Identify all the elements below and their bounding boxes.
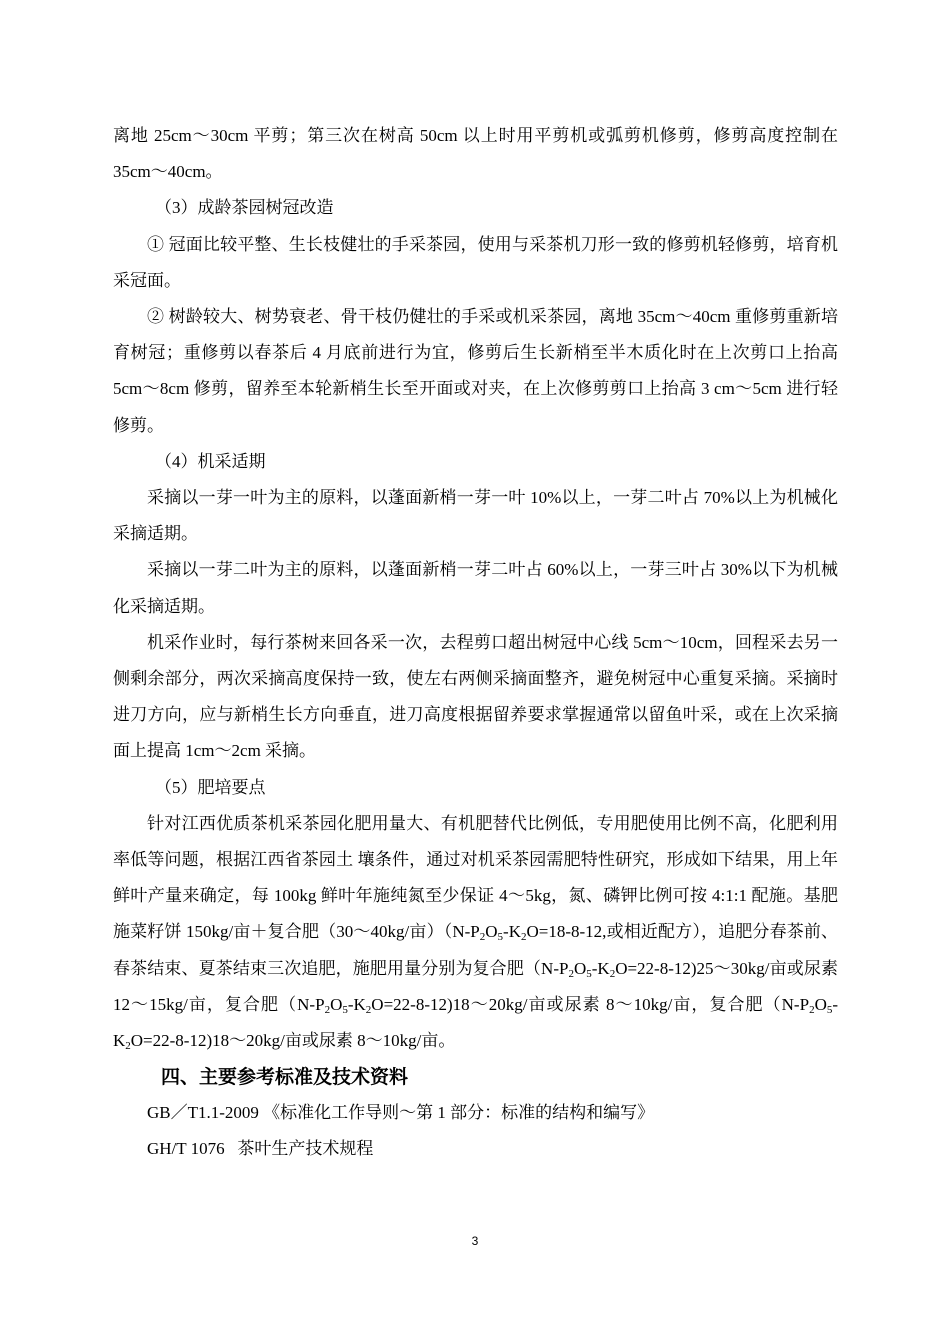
document-page [113, 118, 838, 1167]
paragraph-pruning-continuation: 离地 25cm～30cm 平剪；第三次在树高 50cm 以上时用平剪机或弧剪机修剪，修剪高度控制在 35cm～40cm。 [113, 126, 838, 182]
paragraph-heavy-pruning: ② 树龄较大、树势衰老、骨干枝仍健壮的手采或机采茶园，离地 35cm～40cm 重修剪重新培育树冠；重修剪以春茶后 4 月底前进行为宜，修剪后生长新梢至半木质化时在上次剪口上抬高 5cm～8cm 修剪，留养至本轮新梢生长至开面或对夹，在上次修剪剪口上抬高 3 cm～5cm 进行轻修剪。 [113, 307, 838, 435]
page-number: 3 [471, 1234, 479, 1248]
subheading-fertilization: （5）肥培要点 [155, 777, 266, 797]
reference-item: GB／T1.1-2009 《标准化工作导则～第 1 部分：标准的结构和编写》 [147, 1103, 655, 1123]
subheading-canopy-renovation: （3）成龄茶园树冠改造 [155, 198, 334, 218]
section-heading-references: 四、主要参考标准及技术资料 [161, 1066, 409, 1089]
paragraph-harvest-two-leaf: 采摘以一芽二叶为主的原料，以蓬面新梢一芽二叶占 60%以上，一芽三叶占 30%以下为机械化采摘适期。 [113, 560, 838, 616]
subheading-harvest-timing: （4）机采适期 [155, 451, 266, 471]
paragraph-light-pruning: ① 冠面比较平整、生长枝健壮的手采茶园，使用与采茶机刀形一致的修剪机轻修剪，培育机采冠面。 [113, 234, 838, 290]
paragraph-fertilization: 针对江西优质茶机采茶园化肥用量大、有机肥替代比例低，专用肥使用比例不高，化肥利用率低等问题，根据江西省茶园土 壤条件，通过对机采茶园需肥特性研究，形成如下结果，用上年鲜叶产量来确定，每 100kg 鲜叶年施纯氮至少保证 4～5kg，氮、磷钾比例可按 4:1:1 配施。基肥施菜籽饼 150kg/亩＋复合肥（30～40kg/亩）（$N-P_2O_5-K_2O=18-8-12$,或相近配方），追肥分春茶前、春茶结束、夏茶结束三次追肥，施肥用量分别为复合肥$(N-P_2O_5-K_2O=22-8-12)25\sim 30kg/$亩或尿素 12～15kg/亩，复合肥$(N-P_2O_5-K_2O=22-8-12)18\sim 20kg/$亩或尿素 8～10kg/亩，复合肥$(N-P_2O_5-K_2O=22-8-12)18\sim 20kg/$亩或尿素 8～10kg/亩。 [113, 813, 839, 1053]
reference-item: GH/T 1076 茶叶生产技术规程 [147, 1139, 374, 1159]
paragraph-harvest-operation: 机采作业时，每行茶树来回各采一次，去程剪口超出树冠中心线 5cm～10cm，回程采去另一侧剩余部分，两次采摘高度保持一致，使左右两侧采摘面整齐，避免树冠中心重复采摘。采摘时进刀方向，应与新梢生长方向垂直，进刀高度根据留养要求掌握通常以留鱼叶采，或在上次采摘面上提高 1cm～2cm 采摘。 [113, 632, 838, 761]
paragraph-harvest-one-leaf: 采摘以一芽一叶为主的原料，以蓬面新梢一芽一叶 10%以上，一芽二叶占 70%以上为机械化采摘适期。 [113, 488, 838, 544]
